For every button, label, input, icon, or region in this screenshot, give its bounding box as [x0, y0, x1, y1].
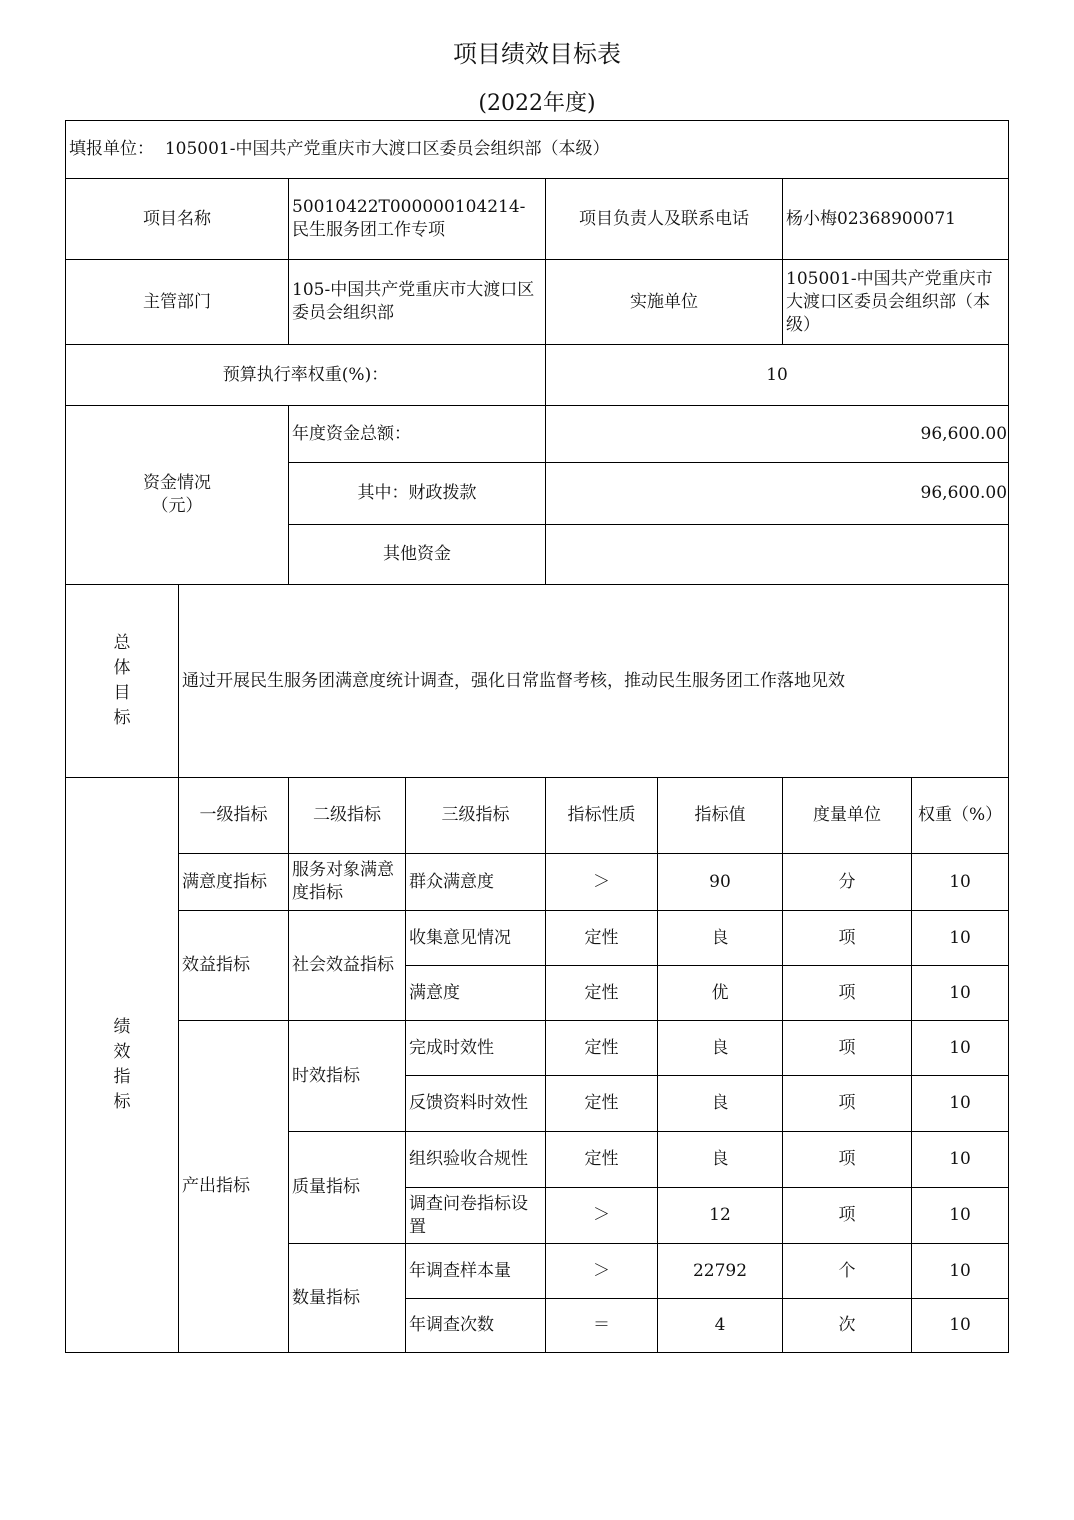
l1-cell: 产出指标 [179, 1021, 289, 1353]
unit-cell: 项 [783, 1188, 912, 1244]
value-cell: 良 [658, 1076, 783, 1132]
unit-cell: 次 [783, 1299, 912, 1353]
unit-value: 105001-中国共产党重庆市大渡口区委员会组织部（本级） [164, 139, 610, 159]
table-row [66, 911, 1009, 966]
goal-text: 通过开展民生服务团满意度统计调查，强化日常监督考核，推动民生服务团工作落地见效 [179, 585, 1009, 778]
l2-cell: 质量指标 [289, 1132, 406, 1244]
unit-cell: 项 [783, 1021, 912, 1076]
weight-cell: 10 [912, 1076, 1009, 1132]
header-l2: 二级指标 [289, 778, 406, 854]
page-title: 项目绩效目标表 [453, 40, 621, 68]
page-year: (2022年度) [478, 91, 596, 116]
unit-cell: 项 [783, 911, 912, 966]
value-cell: 优 [658, 966, 783, 1021]
goal-label-text: 总体目标 [113, 633, 131, 728]
weight-cell: 10 [912, 1132, 1009, 1188]
funds-fiscal-label: 其中：财政拨款 [289, 463, 546, 525]
header-l3: 三级指标 [406, 778, 546, 854]
perf-label-text: 绩效指标 [113, 1017, 131, 1112]
goal-label [66, 585, 179, 778]
l2-cell: 服务对象满意度指标 [289, 854, 406, 911]
value-cell: 良 [658, 1132, 783, 1188]
value-cell: 12 [658, 1188, 783, 1244]
contact-value: 杨小梅02368900071 [783, 179, 1009, 260]
unit-row [66, 121, 1009, 179]
project-name-label: 项目名称 [66, 179, 289, 260]
weight-cell: 10 [912, 1021, 1009, 1076]
unit-cell: 分 [783, 854, 912, 911]
l3-cell: 完成时效性 [406, 1021, 546, 1076]
nature-cell: 定性 [546, 966, 658, 1021]
l1-cell: 满意度指标 [179, 854, 289, 911]
unit-cell: 个 [783, 1244, 912, 1299]
header-value: 指标值 [658, 778, 783, 854]
table-row [66, 854, 1009, 911]
value-cell: 4 [658, 1299, 783, 1353]
nature-cell: ＞ [546, 1188, 658, 1244]
project-name-value: 50010422T000000104214-民生服务团工作专项 [289, 179, 546, 260]
unit-cell: 项 [783, 966, 912, 1021]
weight-cell: 10 [912, 966, 1009, 1021]
l2-cell: 时效指标 [289, 1021, 406, 1132]
nature-cell: ＞ [546, 1244, 658, 1299]
funds-other-value [546, 525, 1009, 585]
funds-label-text: 资金情况 [143, 473, 211, 493]
table-row [66, 1021, 1009, 1076]
funds-fiscal-value: 96,600.00 [546, 463, 1009, 525]
budget-weight-label: 预算执行率权重(%)： [66, 345, 546, 406]
header-nature: 指标性质 [546, 778, 658, 854]
contact-label: 项目负责人及联系电话 [546, 179, 783, 260]
funds-other-label: 其他资金 [289, 525, 546, 585]
dept-label: 主管部门 [66, 260, 289, 345]
l3-cell: 满意度 [406, 966, 546, 1021]
value-cell: 良 [658, 1021, 783, 1076]
budget-weight-value: 10 [546, 345, 1009, 406]
perf-label [66, 778, 179, 1353]
funds-label [66, 406, 289, 585]
nature-cell: 定性 [546, 1132, 658, 1188]
value-cell: 良 [658, 911, 783, 966]
dept-value: 105-中国共产党重庆市大渡口区委员会组织部 [289, 260, 546, 345]
l3-cell: 年调查样本量 [406, 1244, 546, 1299]
header-unit: 度量单位 [783, 778, 912, 854]
l2-cell: 社会效益指标 [289, 911, 406, 1021]
nature-cell: 定性 [546, 1076, 658, 1132]
l2-cell: 数量指标 [289, 1244, 406, 1353]
nature-cell: ＝ [546, 1299, 658, 1353]
unit-cell: 项 [783, 1132, 912, 1188]
funds-total-label: 年度资金总额： [289, 406, 546, 463]
nature-cell: ＞ [546, 854, 658, 911]
l1-cell: 效益指标 [179, 911, 289, 1021]
impl-label: 实施单位 [546, 260, 783, 345]
performance-table [65, 120, 1009, 1353]
value-cell: 22792 [658, 1244, 783, 1299]
funds-total-value: 96,600.00 [546, 406, 1009, 463]
header-l1: 一级指标 [179, 778, 289, 854]
nature-cell: 定性 [546, 1021, 658, 1076]
impl-value: 105001-中国共产党重庆市大渡口区委员会组织部（本级） [783, 260, 1009, 345]
weight-cell: 10 [912, 1244, 1009, 1299]
l3-cell: 收集意见情况 [406, 911, 546, 966]
weight-cell: 10 [912, 911, 1009, 966]
nature-cell: 定性 [546, 911, 658, 966]
unit-label: 填报单位： [69, 139, 154, 159]
header-weight: 权重（%） [912, 778, 1009, 854]
weight-cell: 10 [912, 1299, 1009, 1353]
weight-cell: 10 [912, 1188, 1009, 1244]
weight-cell: 10 [912, 854, 1009, 911]
l3-cell: 群众满意度 [406, 854, 546, 911]
l3-cell: 调查问卷指标设置 [406, 1188, 546, 1244]
l3-cell: 反馈资料时效性 [406, 1076, 546, 1132]
l3-cell: 组织验收合规性 [406, 1132, 546, 1188]
l3-cell: 年调查次数 [406, 1299, 546, 1353]
value-cell: 90 [658, 854, 783, 911]
unit-cell: 项 [783, 1076, 912, 1132]
funds-unit: （元） [151, 496, 203, 516]
